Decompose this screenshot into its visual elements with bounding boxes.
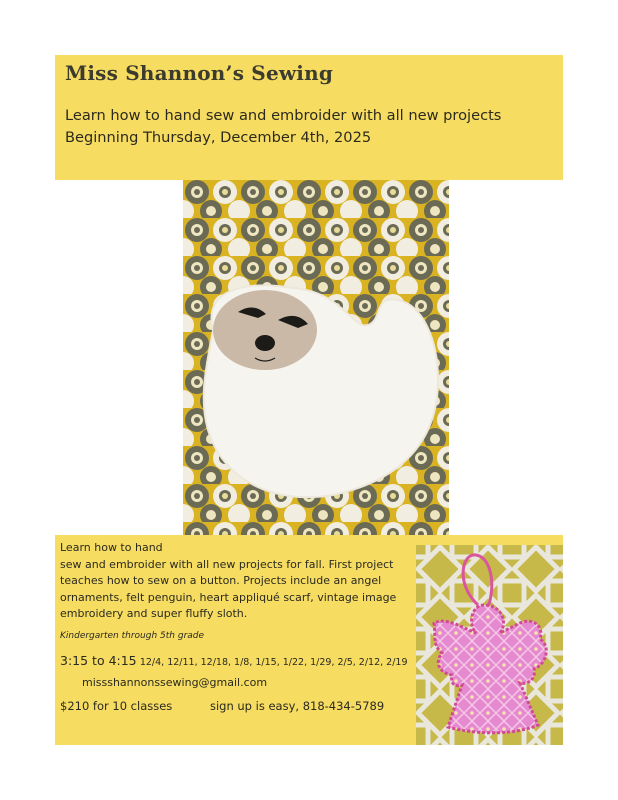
sloth-image [183, 180, 449, 535]
contact-email[interactable]: missshannonssewing@gmail.com [82, 676, 268, 689]
page-title: Miss Shannon’s Sewing [65, 61, 334, 85]
signup-phone: sign up is easy, 818-434-5789 [209, 699, 385, 713]
subtitle [65, 105, 501, 149]
class-dates: 12/4, 12/11, 12/18, 1/8, 1/15, 1/22, 1/29, 2/5, 2/12, 2/19 [139, 657, 408, 668]
class-time: 3:15 to 4:15 [60, 653, 137, 668]
schedule [60, 651, 410, 694]
angel-image [416, 545, 563, 745]
pricing [60, 699, 384, 713]
description-body: sew and embroider with all new projects for fall. First project teaches how to sew on a button. Projects include an angel ornaments, felt penguin, heart appliqué scarf, vintage image embroidery and super fluffy sloth. [60, 557, 397, 620]
sloth-photo [183, 180, 449, 535]
subtitle-line-1: Learn how to hand sew and embroider with all new projects [65, 107, 502, 124]
grade-range: Kindergarten through 5th grade [60, 631, 205, 641]
angel-photo [416, 545, 563, 745]
description-line-1: Learn how to hand [60, 541, 163, 554]
header-panel [55, 55, 563, 180]
class-description [60, 540, 405, 623]
price: $210 for 10 classes [60, 699, 173, 713]
subtitle-line-2: Beginning Thursday, December 4th, 2025 [65, 129, 372, 146]
